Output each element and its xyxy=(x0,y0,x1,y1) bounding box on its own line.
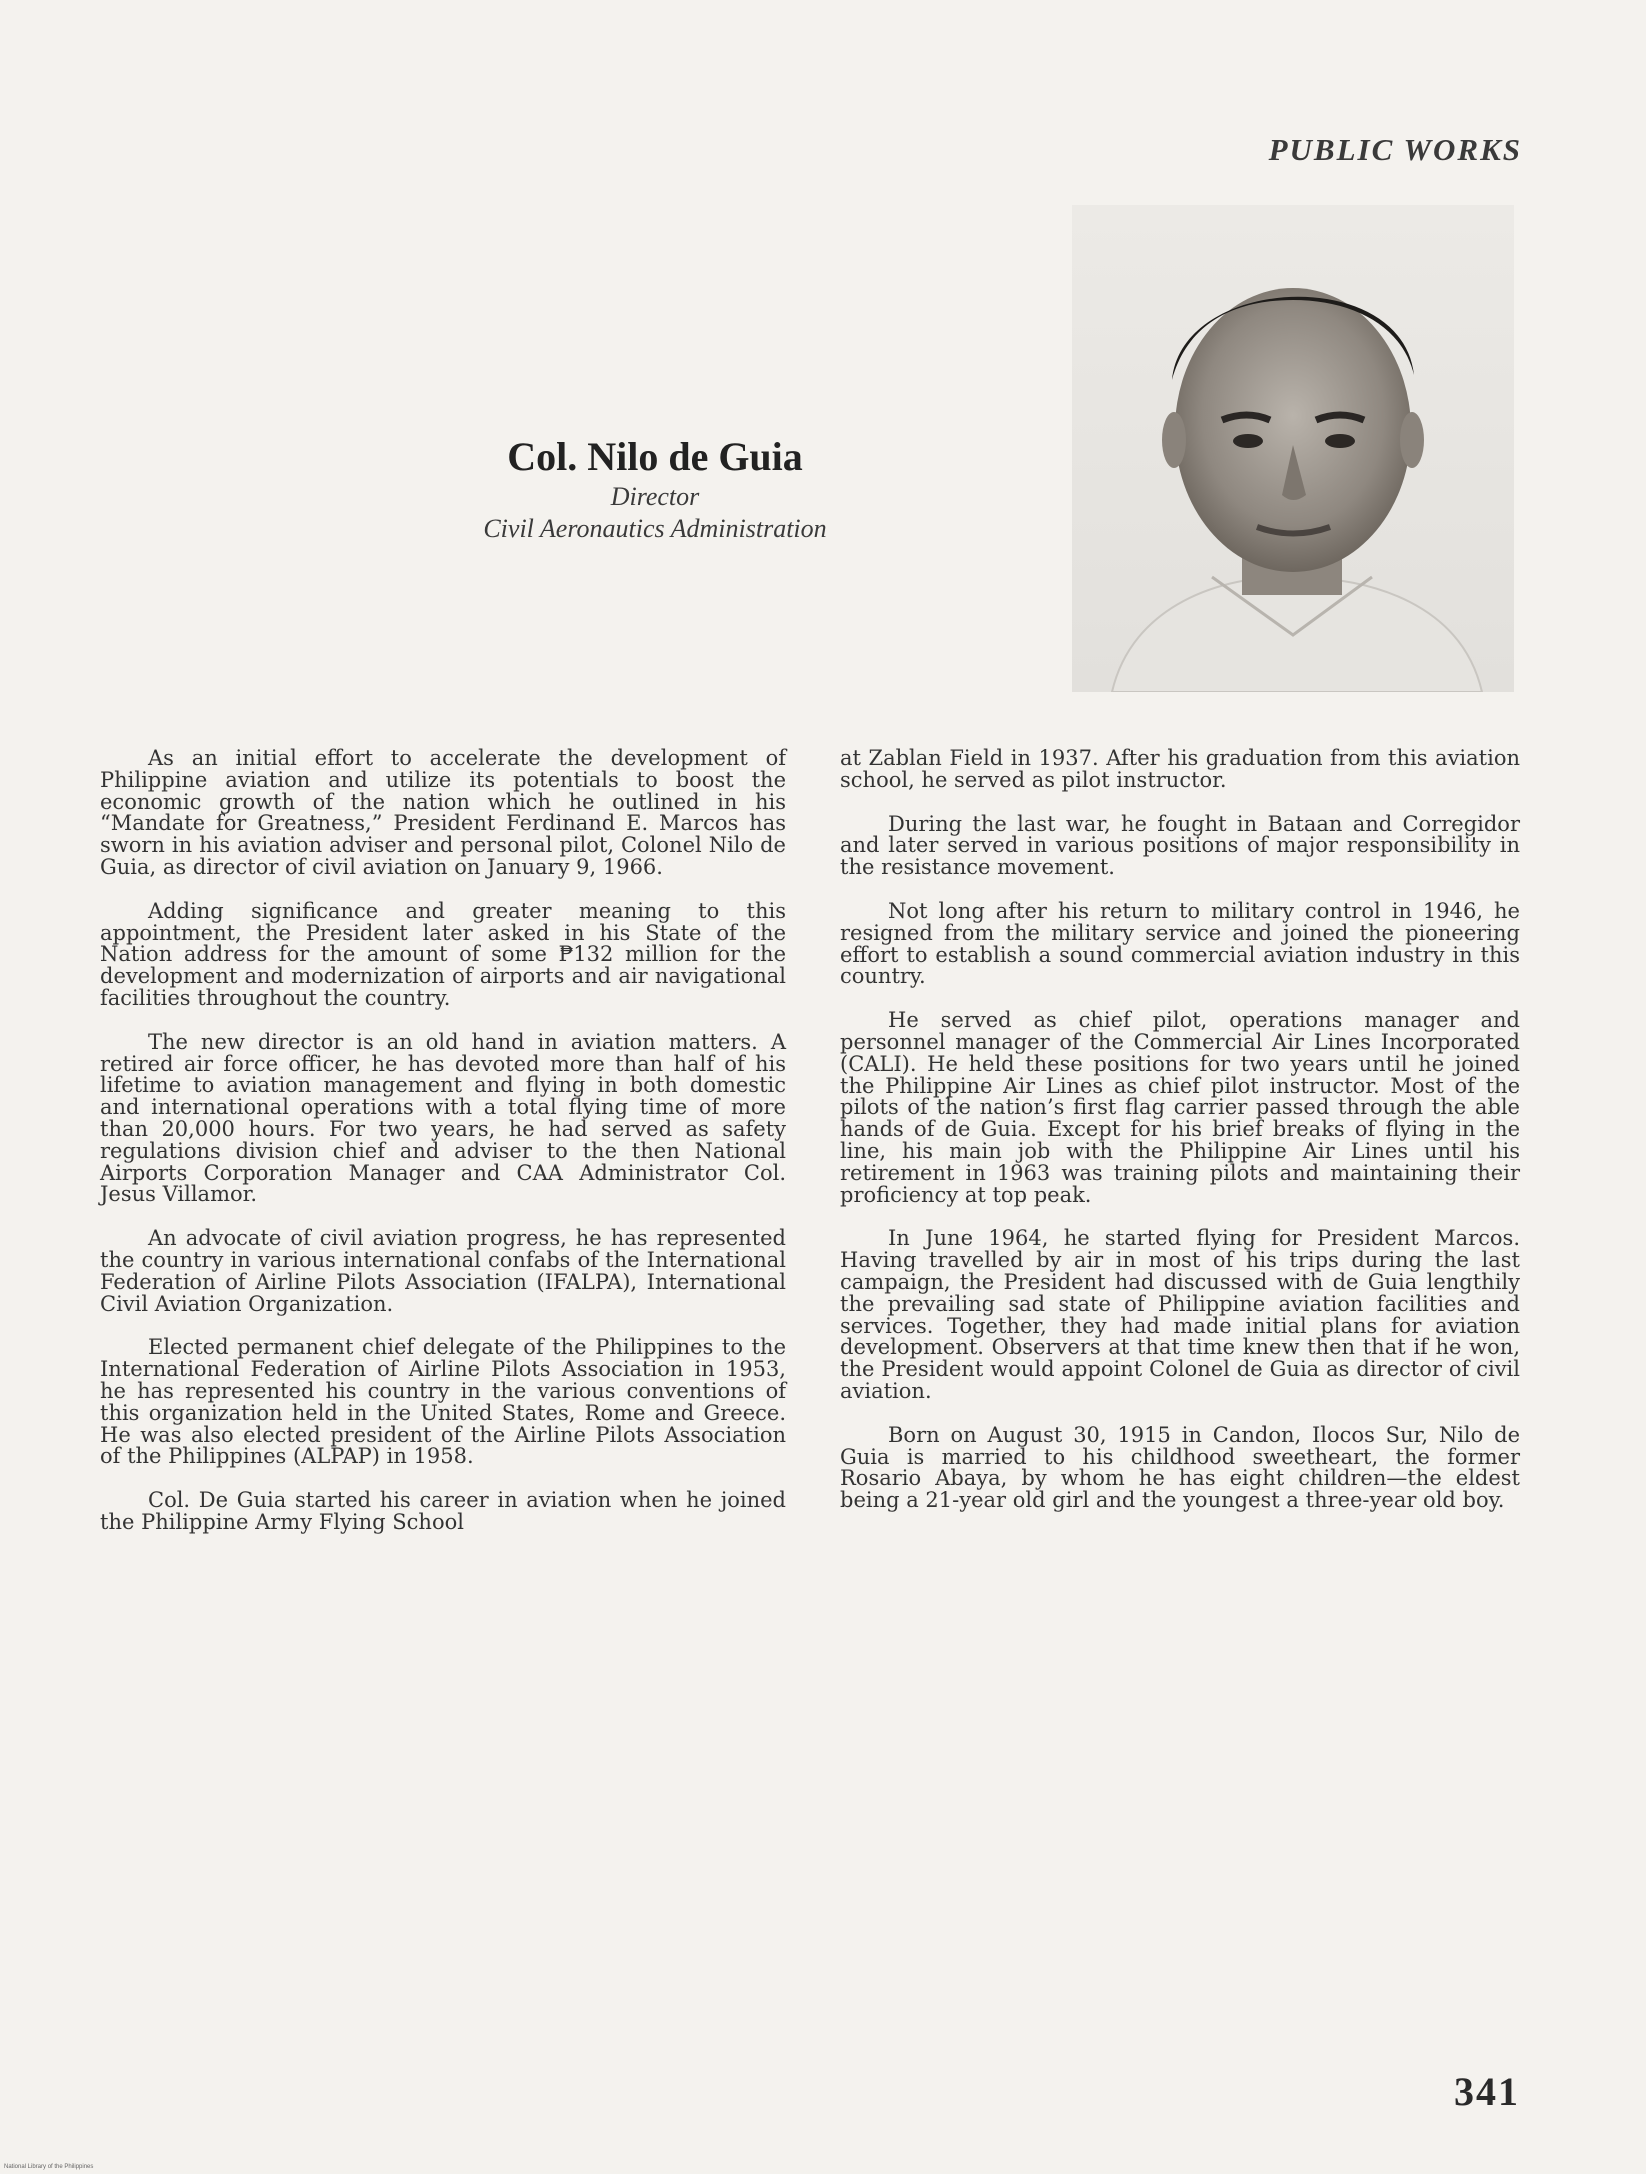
profile-name: Col. Nilo de Guia xyxy=(507,434,803,479)
profile-title-block xyxy=(410,433,900,545)
paragraph: An advocate of civil aviation progress, he has represented the country in various international confabs of the International Federation of Airline Pilots Association (IFALPA), International Civil Aviation Organization. xyxy=(100,1226,786,1316)
portrait-photo xyxy=(1072,205,1514,692)
portrait-image-icon xyxy=(1072,205,1514,692)
paragraph: Adding significance and greater meaning to this appointment, the President later asked in his State of the Nation address for the amount of some ₱132 million for the development and modernization of airports and air navigational facilities throughout the country. xyxy=(100,898,786,1010)
profile-agency: Civil Aeronautics Administration xyxy=(483,514,827,543)
paragraph: Elected permanent chief delegate of the Philippines to the International Federation of Airline Pilots Association in 1953, he has represented his country in the various conventions of this organization held in the United States, Rome and Greece. He was also elected president of the Airline Pilots Association of the Philippines (ALPAP) in 1958. xyxy=(100,1335,786,1469)
paragraph: Col. De Guia started his career in aviation when he joined the Philippine Army Flying School xyxy=(100,1488,786,1534)
profile-position: Director xyxy=(610,482,700,511)
article-column-left xyxy=(100,748,786,1556)
page-number: 341 xyxy=(1454,2069,1520,2114)
paragraph: As an initial effort to accelerate the development of Philippine aviation and utilize its potentials to boost the economic growth of the nation which he outlined in his “Mandate for Greatness,” President Ferdinand E. Marcos has sworn in his aviation adviser and personal pilot, Colonel Nilo de Guia, as director of civil aviation on January 9, 1966. xyxy=(100,746,786,879)
paragraph: The new director is an old hand in aviation matters. A retired air force officer, he has devoted more than half of his lifetime to aviation management and flying in both domestic and international operations with a total flying time of more than 20,000 hours. For two years, he had served as safety regulations division chief and adviser to the then National Airports Corporation Manager and CAA Administrator Col. Jesus Villamor. xyxy=(100,1029,786,1207)
paragraph: Not long after his return to military control in 1946, he resigned from the military service and joined the pioneering effort to establish a sound commercial aviation industry in this country. xyxy=(840,898,1520,989)
paragraph-continued: at Zablan Field in 1937. After his graduation from this aviation school, he served as pilot instructor. xyxy=(840,746,1520,792)
paragraph: Born on August 30, 1915 in Candon, Ilocos Sur, Nilo de Guia is married to his childhood sweetheart, the former Rosario Abaya, by whom he has eight children—the eldest being a 21-year old girl and the youngest a three-year old boy. xyxy=(840,1422,1520,1513)
footer-credit: National Library of the Philippines xyxy=(4,2164,94,2170)
paragraph: In June 1964, he started flying for President Marcos. Having travelled by air in most of his trips during the last campaign, the President had discussed with de Guia lengthily the prevailing sad state of Philippine aviation facilities and services. Together, they had made initial plans for aviation development. Observers at that time knew then that if he won, the President would appoint Colonel de Guia as director of civil aviation. xyxy=(840,1226,1520,1403)
section-label: PUBLIC WORKS xyxy=(1268,132,1522,167)
paragraph: He served as chief pilot, operations manager and personnel manager of the Commercial Air Lines Incorporated (CALI). He held these positions for two years until he joined the Philippine Air Lines as chief pilot instructor. Most of the pilots of the nation’s first flag carrier passed through the able hands of de Guia. Except for his brief breaks of flying in the line, his main job with the Philippine Air Lines until his retirement in 1963 was training pilots and maintaining their proficiency at top peak. xyxy=(840,1008,1520,1207)
article-column-right xyxy=(840,748,1520,1534)
paragraph: During the last war, he fought in Bataan and Corregidor and later served in various positions of major responsibility in the resistance movement. xyxy=(840,811,1520,880)
